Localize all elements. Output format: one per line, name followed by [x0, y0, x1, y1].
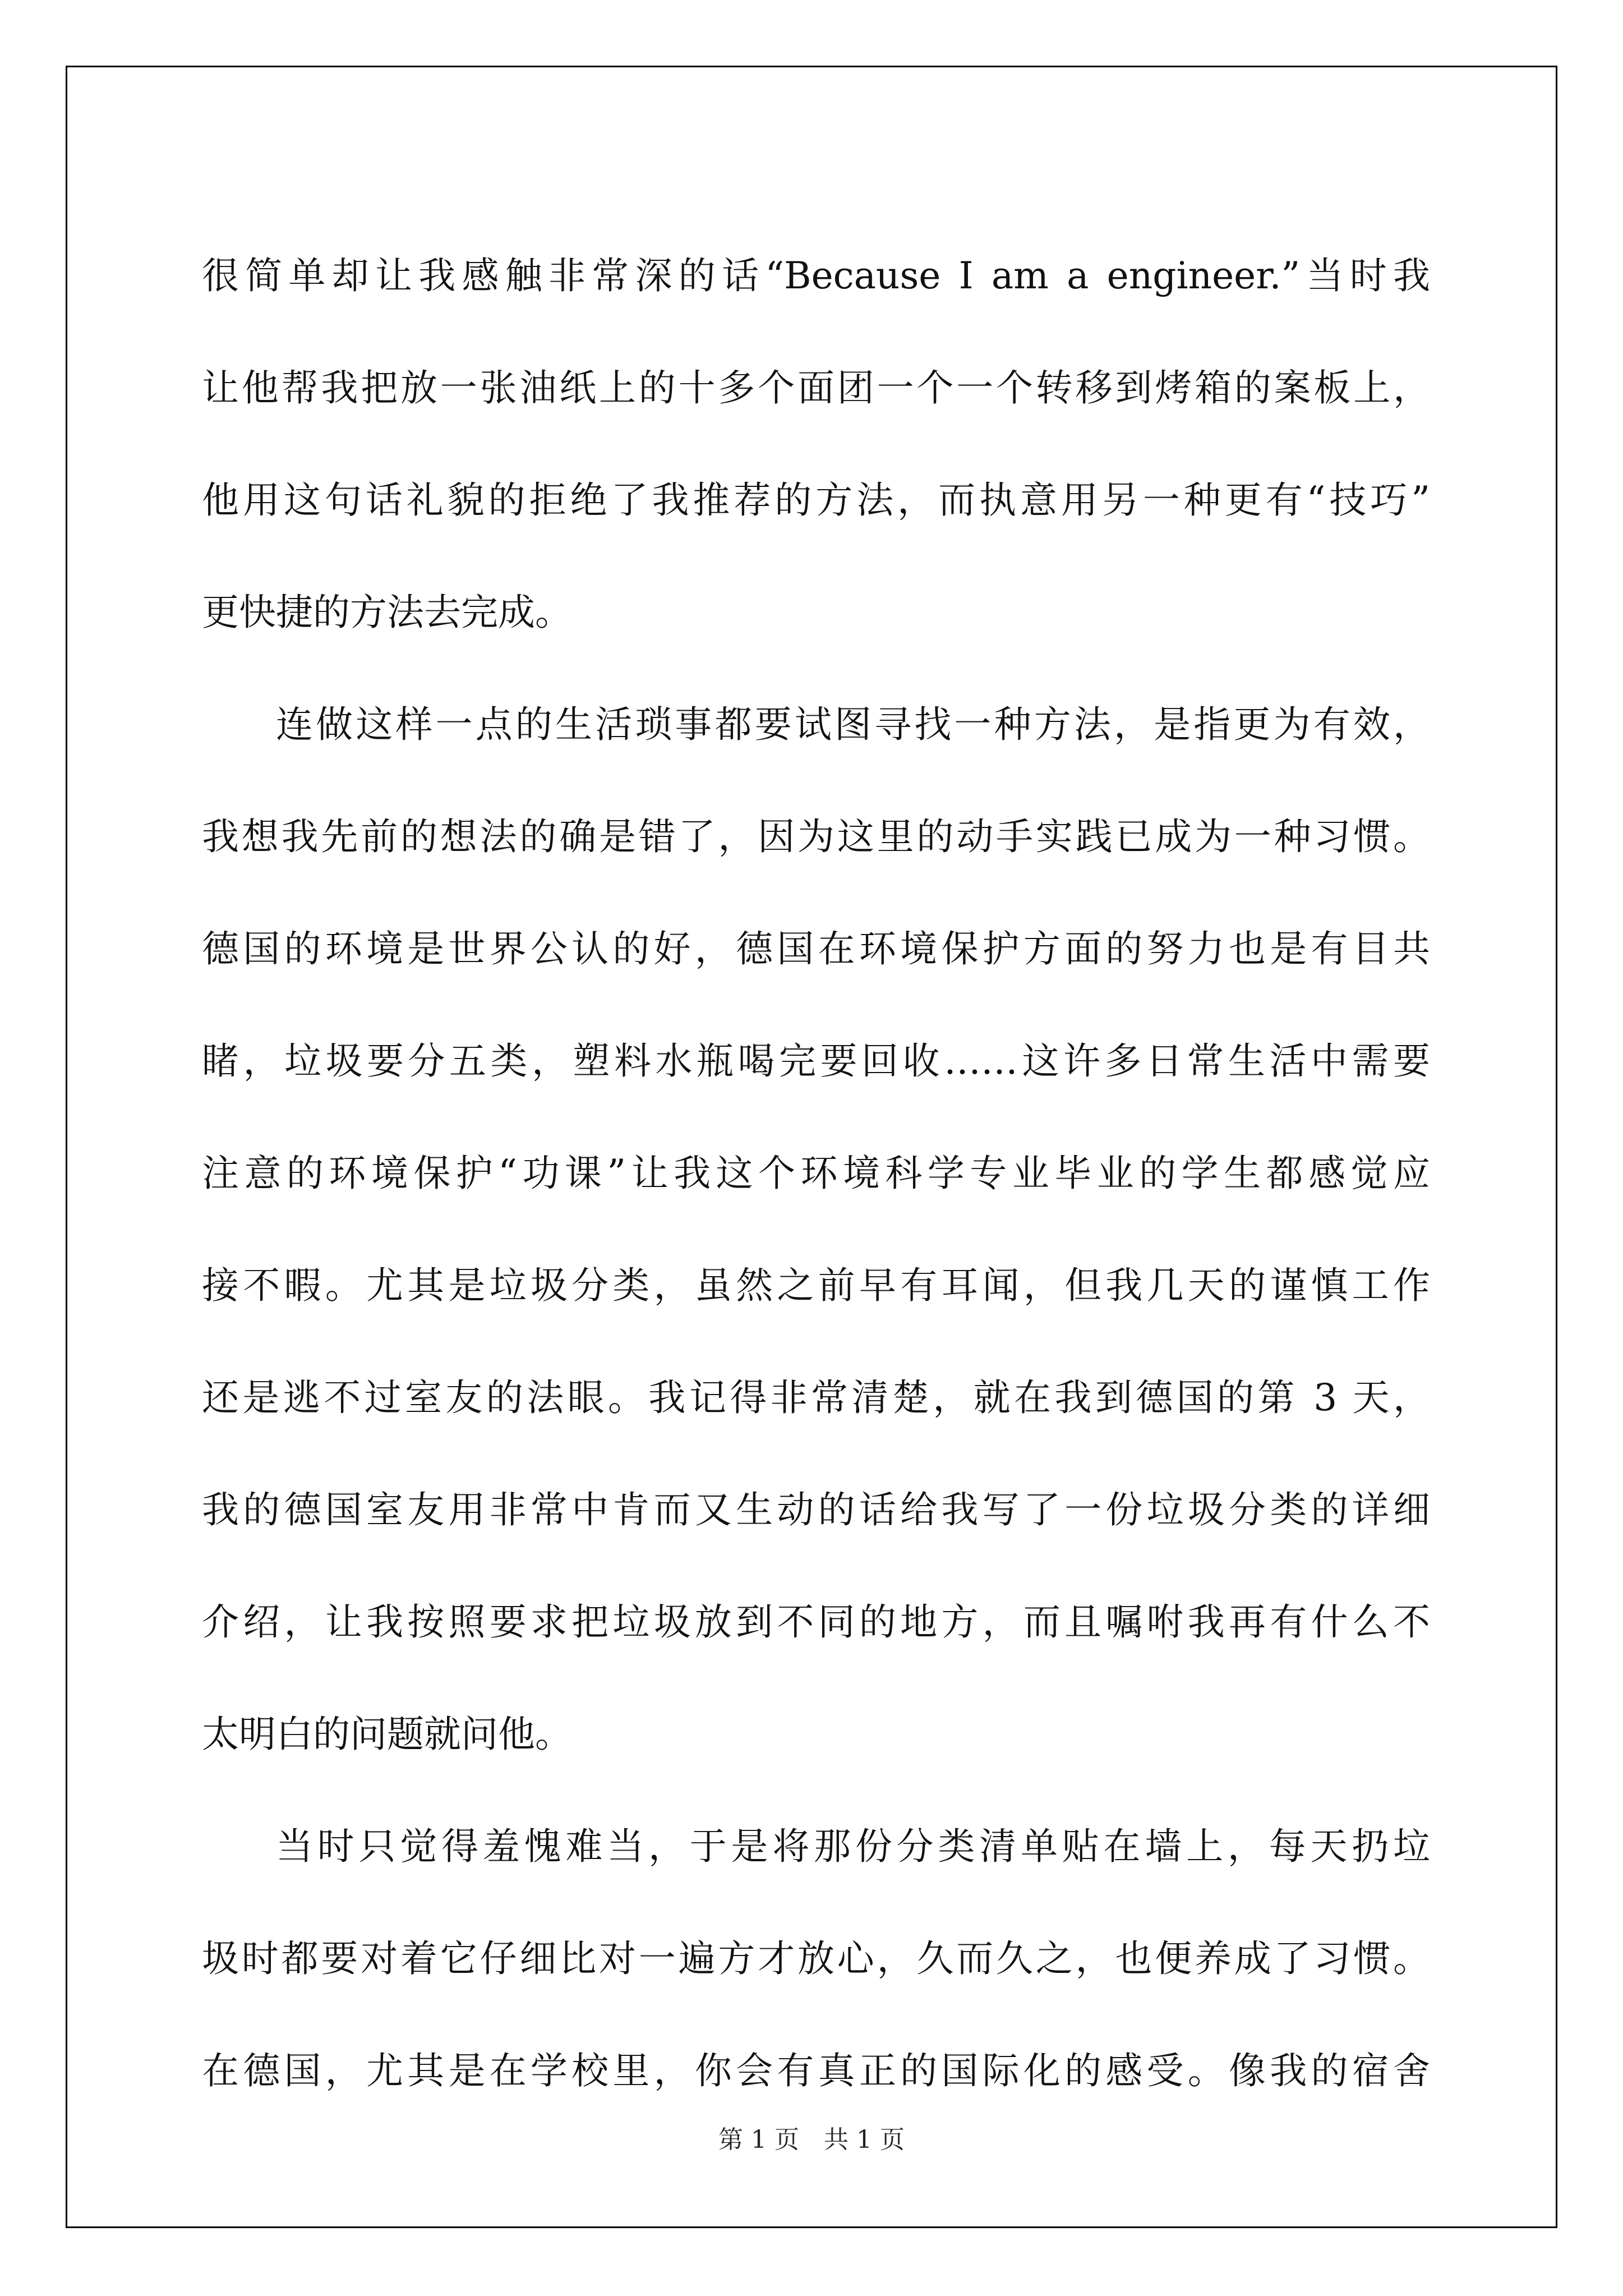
- text-line: 我想我先前的想法的确是错了，因为这里的动手实践已成为一种习惯。: [202, 815, 1430, 858]
- text-line: 德国的环境是世界公认的好，德国在环境保护方面的努力也是有目共: [202, 927, 1430, 970]
- text-line: 他用这句话礼貌的拒绝了我推荐的方法，而执意用另一种更有“技巧”: [202, 478, 1430, 522]
- text-line: 太明白的问题就问他。: [202, 1713, 572, 1756]
- text-line: 更快捷的方法去完成。: [202, 591, 572, 634]
- text-line: 在德国，尤其是在学校里，你会有真正的国际化的感受。像我的宿舍: [202, 2049, 1430, 2092]
- text-line: 圾时都要对着它仔细比对一遍方才放心，久而久之，也便养成了习惯。: [202, 1937, 1430, 1980]
- text-line: 睹，垃圾要分五类，塑料水瓶喝完要回收……这许多日常生活中需要: [202, 1039, 1430, 1083]
- text-line: 我的德国室友用非常中肯而又生动的话给我写了一份垃圾分类的详细: [202, 1488, 1430, 1531]
- text-line: 介绍，让我按照要求把垃圾放到不同的地方，而且嘱咐我再有什么不: [202, 1600, 1430, 1644]
- text-line: 连做这样一点的生活琐事都要试图寻找一种方法，是指更为有效，: [276, 703, 1430, 746]
- page-number-label: 第 1 页 共 1 页: [718, 2125, 905, 2154]
- text-line: 接不暇。尤其是垃圾分类，虽然之前早有耳闻，但我几天的谨慎工作: [202, 1264, 1430, 1307]
- page-footer: [0, 2119, 1623, 2155]
- text-line: 让他帮我把放一张油纸上的十多个面团一个一个转移到烤箱的案板上，: [202, 366, 1430, 409]
- text-line: 很简单却让我感触非常深的话“Because I am a engineer.”当时我: [202, 254, 1430, 297]
- text-line: 注意的环境保护“功课”让我这个环境科学专业毕业的学生都感觉应: [202, 1152, 1430, 1195]
- document-body: [202, 220, 1430, 2127]
- text-line: 还是逃不过室友的法眼。我记得非常清楚，就在我到德国的第 3 天，: [202, 1376, 1430, 1419]
- text-line: 当时只觉得羞愧难当，于是将那份分类清单贴在墙上，每天扔垃: [276, 1825, 1430, 1868]
